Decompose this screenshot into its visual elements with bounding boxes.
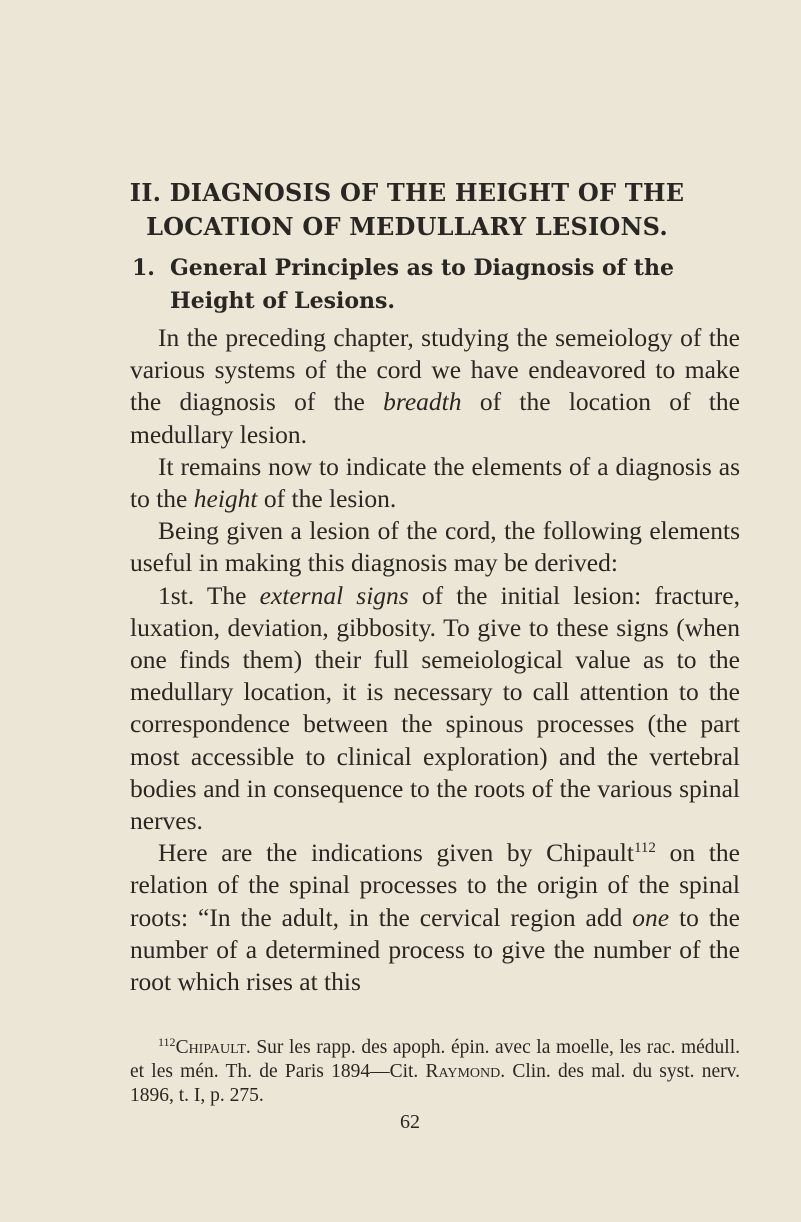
footnote: $^{112}$Chipault. Sur les rapp. des apoph. épin. avec la moelle, les rac. médull. et les mén. Th. de Paris 1894—Cit. Raymond. Clin. des mal. du syst. nerv. 1896, t. I, p. 275.: [130, 1035, 740, 1106]
emphasis-height: height: [193, 484, 258, 514]
footnote-reference: 112: [633, 840, 656, 857]
paragraph-5: Here are the indications given by Chipault$^{112}$ on the relation of the spinal processes to the origin of the spinal roots: “In the adult, in the cervical region add one to the number of a determined process to give the number of the root which rises at this: [130, 838, 740, 997]
chapter-title-line-2: LOCATION OF MEDULLARY LESIONS.: [146, 212, 668, 241]
footnote-author-raymond: Raymond.: [425, 1061, 506, 1082]
body-text: [130, 322, 740, 998]
emphasis-external-signs: external signs: [259, 580, 409, 610]
chapter-title-line-1: II. DIAGNOSIS OF THE HEIGHT OF THE: [129, 178, 685, 207]
section-heading-line-2: Height of Lesions.: [170, 288, 396, 314]
footnote-author-chipault: Chipault.: [175, 1037, 251, 1058]
section-heading: [132, 252, 772, 318]
paragraph-2: It remains now to indicate the elements of a diagnosis as to the height of the lesion.: [130, 451, 740, 514]
emphasis-breadth: breadth: [383, 387, 462, 417]
paragraph-3: Being given a lesion of the cord, the following elements useful in making this diagnosis may be derived:: [130, 516, 740, 578]
emphasis-one: one: [632, 902, 670, 932]
chapter-title: [104, 176, 710, 244]
paragraph-4: 1st. The external signs of the initial lesion: fracture, luxation, deviation, gibbosity. To give to these signs (when one finds them) their full semeiological value as to the medullary location, it is necessary to call attention to the correspondence between the spinous processes (the part most accessible to clinical exploration) and the vertebral bodies and in consequence to the roots of the various spinal nerves.: [130, 580, 740, 836]
paragraph-1: In the preceding chapter, studying the semeiology of the various systems of the cord we have endeavored to make the diagnosis of the breadth of the location of the medullary lesion.: [130, 323, 740, 449]
page-number: 62: [400, 1111, 420, 1133]
footnote-marker: 112: [158, 1035, 176, 1049]
section-heading-line-1: General Principles as to Diagnosis of the: [170, 255, 674, 281]
section-number: 1.: [132, 255, 155, 281]
